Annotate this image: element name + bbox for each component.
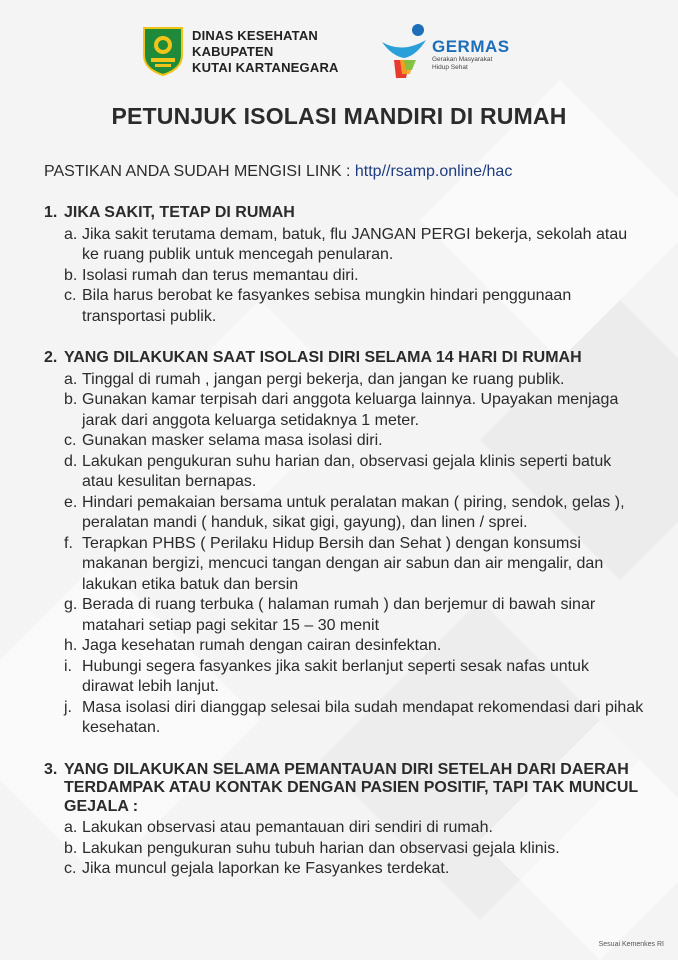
item-letter: j. — [64, 698, 72, 716]
section-heading — [44, 761, 644, 817]
list-item — [44, 818, 644, 839]
section-items — [44, 818, 644, 880]
section-1 — [44, 204, 644, 327]
item-text: Bila harus berobat ke fasyankes sebisa mungkin hindari penggunaan transportasi publik. — [82, 287, 572, 325]
kutai-kartanegara-emblem-icon — [140, 25, 186, 77]
instructions — [44, 204, 644, 902]
item-text: Lakukan observasi atau pemantauan diri sendiri di rumah. — [82, 819, 493, 836]
list-item — [44, 225, 644, 266]
org-name — [192, 28, 339, 76]
item-text: Terapkan PHBS ( Perilaku Hidup Bersih dan Sehat ) dengan konsumsi makanan bergizi, mencuci tangan dengan air sabun dan air mengalir, dan lakukan etika batuk dan bersin — [82, 534, 604, 593]
list-item — [44, 859, 644, 880]
footer-note: Sesuai Kemenkes RI — [598, 941, 664, 948]
list-item — [44, 839, 644, 860]
section-heading — [44, 204, 644, 223]
section-number: 3. — [44, 760, 58, 778]
registration-link[interactable]: http//rsamp.online/hac — [354, 163, 513, 180]
item-text: Lakukan pengukuran suhu harian dan, observasi gejala klinis seperti batuk atau kesulitan bernapas. — [82, 452, 612, 490]
list-item — [44, 595, 644, 636]
list-item — [44, 286, 644, 327]
item-letter: a. — [64, 370, 78, 388]
germas-subtitle-line: Hidup Sehat — [432, 63, 468, 71]
germas-title: GERMAS — [432, 37, 510, 56]
item-letter: d. — [64, 452, 78, 470]
section-2 — [44, 349, 644, 739]
header — [140, 20, 540, 84]
section-number: 1. — [44, 204, 58, 221]
item-text: Lakukan pengukuran suhu tubuh harian dan observasi gejala klinis. — [82, 839, 560, 857]
item-text: Isolasi rumah dan terus memantau diri. — [82, 266, 359, 284]
item-text: Gunakan masker selama masa isolasi diri. — [82, 432, 383, 449]
intro-text: PASTIKAN ANDA SUDAH MENGISI LINK : — [44, 163, 355, 180]
germas-logo-icon — [380, 20, 436, 82]
item-letter: c. — [64, 287, 77, 304]
section-title: JIKA SAKIT, TETAP DI RUMAH — [64, 204, 295, 221]
item-text: Jika muncul gejala laporkan ke Fasyankes terdekat. — [82, 860, 450, 877]
item-letter: h. — [64, 637, 78, 654]
item-text: Jaga kesehatan rumah dengan cairan desinfektan. — [82, 637, 442, 654]
list-item — [44, 698, 644, 739]
item-text: Berada di ruang terbuka ( halaman rumah ) dan berjemur di bawah sinar matahari setiap pagi sekitar 15 – 30 menit — [82, 596, 596, 634]
list-item — [44, 452, 644, 493]
item-letter: a. — [64, 225, 78, 243]
page-title: PETUNJUK ISOLASI MANDIRI DI RUMAH — [111, 103, 567, 129]
list-item — [44, 493, 644, 534]
item-letter: f. — [64, 534, 73, 552]
list-item — [44, 636, 644, 657]
item-text: Tinggal di rumah , jangan pergi bekerja, dan jangan ke ruang publik. — [82, 370, 565, 388]
org-name-line: KUTAI KARTANEGARA — [192, 60, 339, 75]
list-item — [44, 370, 644, 391]
item-text: Jika sakit terutama demam, batuk, flu JANGAN PERGI bekerja, sekolah atau ke ruang publik untuk mencegah penularan. — [82, 225, 628, 263]
item-text: Masa isolasi diri dianggap selesai bila sudah mendapat rekomendasi dari pihak kesehatan. — [82, 698, 644, 736]
section-number: 2. — [44, 349, 58, 366]
item-letter: e. — [64, 493, 78, 511]
item-letter: c. — [64, 432, 77, 449]
item-text: Gunakan kamar terpisah dari anggota keluarga lainnya. Upayakan menjaga jarak dari anggota keluarga setidaknya 1 meter. — [82, 391, 619, 429]
list-item — [44, 266, 644, 287]
item-letter: b. — [64, 391, 78, 408]
item-letter: i. — [64, 657, 72, 675]
section-title: YANG DILAKUKAN SELAMA PEMANTAUAN DIRI SETELAH DARI DAERAH TERDAMPAK ATAU KONTAK DENGAN PASIEN POSITIF, TAPI TAK MUNCUL GEJALA : — [64, 760, 638, 815]
section-items — [44, 225, 644, 328]
item-letter: a. — [64, 819, 78, 836]
section-title: YANG DILAKUKAN SAAT ISOLASI DIRI SELAMA 14 HARI DI RUMAH — [64, 349, 582, 366]
germas-wordmark — [432, 38, 510, 71]
item-text: Hubungi segera fasyankes jika sakit berlanjut seperti sesak nafas untuk dirawat lebih lanjut. — [82, 657, 589, 695]
section-items — [44, 370, 644, 739]
list-item — [44, 534, 644, 596]
list-item — [44, 431, 644, 452]
list-item — [44, 390, 644, 431]
item-letter: b. — [64, 839, 78, 857]
item-text: Hindari pemakaian bersama untuk peralatan makan ( piring, sendok, gelas ), peralatan mandi ( handuk, sikat gigi, gayung), dan linen / sprei. — [82, 493, 625, 531]
org-name-line: DINAS KESEHATAN — [192, 28, 319, 43]
org-name-line: KABUPATEN — [192, 44, 274, 59]
item-letter: g. — [64, 596, 78, 613]
intro-line — [44, 163, 512, 181]
list-item — [44, 657, 644, 698]
section-heading — [44, 349, 644, 368]
item-letter: b. — [64, 266, 78, 284]
germas-subtitle-line: Gerakan Masyarakat — [432, 56, 493, 63]
section-3 — [44, 761, 644, 880]
item-letter: c. — [64, 860, 77, 877]
